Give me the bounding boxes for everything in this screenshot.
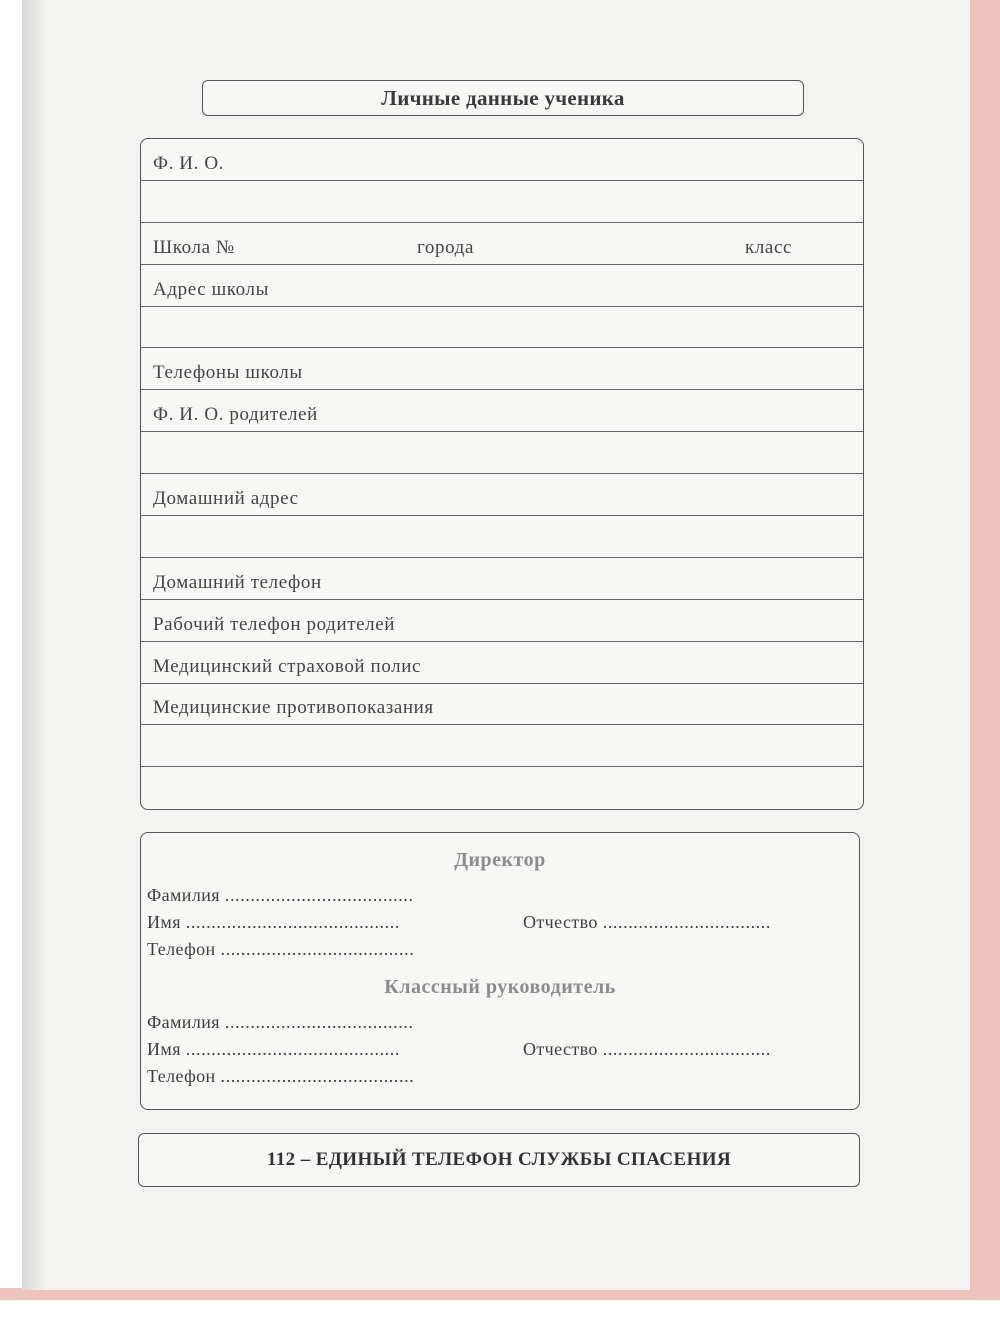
label-parents-work-phone: Рабочий телефон родителей bbox=[153, 613, 396, 635]
class-teacher-surname-label: Фамилия bbox=[147, 1012, 220, 1032]
label-fio: Ф. И. О. bbox=[153, 152, 225, 174]
label-school-phones: Телефоны школы bbox=[153, 362, 303, 384]
page-binding-shadow bbox=[22, 0, 44, 1290]
emergency-phone-banner: 112 – ЕДИНЫЙ ТЕЛЕФОН СЛУЖБЫ СПАСЕНИЯ bbox=[138, 1133, 860, 1187]
director-surname-label: Фамилия bbox=[147, 885, 220, 905]
director-phone-label: Телефон bbox=[147, 939, 216, 959]
label-class: класс bbox=[745, 236, 793, 258]
form-row-blank[interactable] bbox=[141, 725, 863, 767]
form-row-parents-work-phone[interactable] bbox=[141, 600, 863, 642]
form-row-parents-fio[interactable] bbox=[141, 390, 863, 432]
book-cover-edge-right bbox=[968, 0, 1000, 1300]
page-title: Личные данные ученика bbox=[202, 80, 804, 116]
form-row-blank[interactable] bbox=[141, 181, 863, 223]
form-row-blank[interactable] bbox=[141, 767, 863, 809]
form-row-insurance-policy[interactable] bbox=[141, 642, 863, 684]
label-parents-fio: Ф. И. О. родителей bbox=[153, 404, 318, 426]
class-teacher-phone-field[interactable]: Телефон ...................................... bbox=[147, 1066, 415, 1086]
director-heading: Директор bbox=[454, 849, 546, 871]
form-row-blank[interactable] bbox=[141, 432, 863, 474]
form-row-school-address[interactable] bbox=[141, 265, 863, 307]
label-insurance-policy: Медицинский страховой полис bbox=[153, 655, 422, 677]
form-row-contraindications[interactable] bbox=[141, 684, 863, 726]
label-city: города bbox=[417, 236, 474, 258]
form-row-blank[interactable] bbox=[141, 307, 863, 349]
label-home-phone: Домашний телефон bbox=[153, 571, 322, 593]
form-row-home-address[interactable] bbox=[141, 474, 863, 516]
director-patronymic-label: Отчество bbox=[523, 912, 598, 932]
class-teacher-patronymic-label: Отчество bbox=[523, 1039, 598, 1059]
class-teacher-name-label: Имя bbox=[147, 1039, 181, 1059]
label-home-address: Домашний адрес bbox=[153, 488, 299, 510]
class-teacher-surname-field[interactable]: Фамилия ..................................... bbox=[147, 1012, 414, 1032]
director-name-label: Имя bbox=[147, 912, 181, 932]
label-school-address: Адрес школы bbox=[153, 278, 269, 300]
form-row-home-phone[interactable] bbox=[141, 558, 863, 600]
director-name-field[interactable]: Имя .......................................... bbox=[147, 912, 400, 932]
staff-contacts-box bbox=[140, 832, 860, 1110]
director-patronymic-field[interactable]: Отчество ................................. bbox=[523, 912, 772, 932]
class-teacher-patronymic-field[interactable]: Отчество ................................. bbox=[523, 1039, 772, 1059]
class-teacher-name-field[interactable]: Имя .......................................... bbox=[147, 1039, 400, 1059]
label-school-number: Школа № bbox=[153, 236, 235, 258]
form-row-school-phones[interactable] bbox=[141, 348, 863, 390]
form-row-blank[interactable] bbox=[141, 516, 863, 558]
form-row-school[interactable] bbox=[141, 223, 863, 265]
label-contraindications: Медицинские противопоказания bbox=[153, 697, 434, 719]
director-surname-field[interactable]: Фамилия ..................................... bbox=[147, 885, 414, 905]
director-phone-field[interactable]: Телефон ...................................... bbox=[147, 939, 415, 959]
class-teacher-phone-label: Телефон bbox=[147, 1066, 216, 1086]
class-teacher-heading: Классный руководитель bbox=[384, 976, 616, 998]
personal-data-form bbox=[140, 138, 864, 810]
form-row-fio[interactable] bbox=[141, 139, 863, 181]
